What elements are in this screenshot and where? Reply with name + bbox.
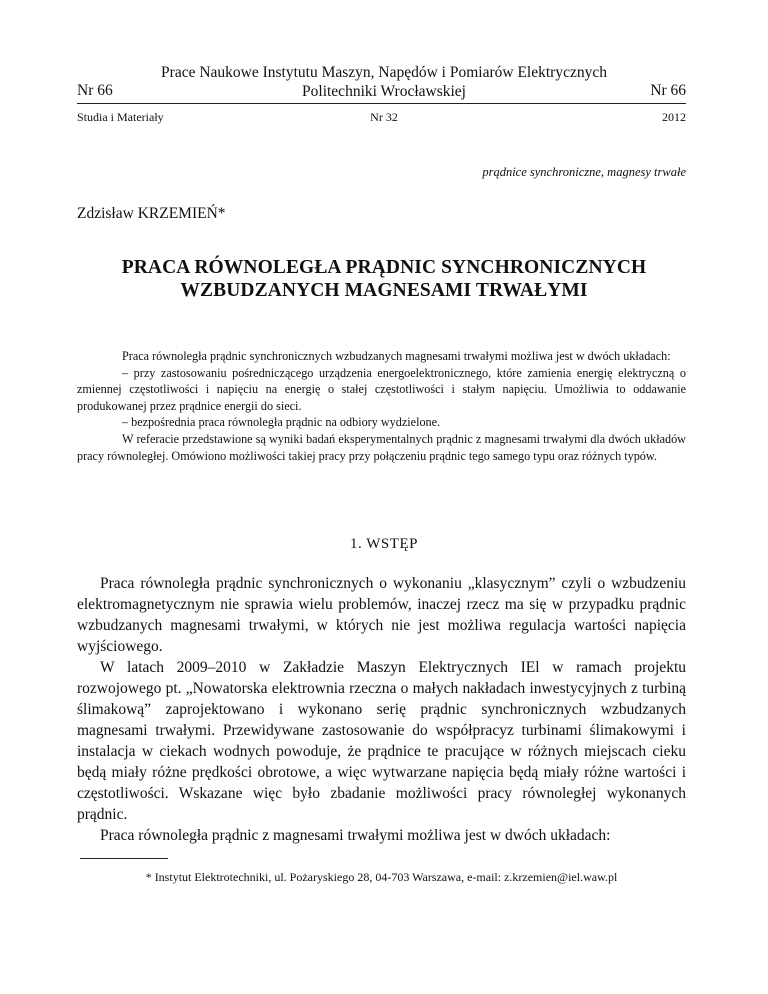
header-rule [77,103,686,104]
paper-title-line2: WZBUDZANYCH MAGNESAMI TRWAŁYMI [180,280,588,301]
footnote-rule [80,858,168,859]
abstract-paragraph: – bezpośrednia praca równoległa prądnic na odbiory wydzielone. [122,415,441,430]
abstract-paragraph: – przy zastosowaniu pośredniczącego urządzenia energoelektronicznego, które zamienia energię elektryczną o zmiennej częstotliwości i napięciu na energię o stałej częstotliwości i stałym napięciu. Umożliwia to oddawanie produkowanej przez prądnice energii do sieci. [77,365,686,413]
section-heading: 1. WSTĘP [350,536,418,552]
paper-title-line1: PRACA RÓWNOLEGŁA PRĄDNIC SYNCHRONICZNYCH [121,257,647,278]
journal-name-line1: Prace Naukowe Instytutu Maszyn, Napędów i Pomiarów Elektrycznych [161,64,607,81]
journal-name-line2: Politechniki Wrocławskiej [302,83,466,100]
footnote: * Instytut Elektrotechniki, ul. Pożaryskiego 28, 04-703 Warszawa, e-mail: z.krzemien@iel.waw.pl [145,870,618,884]
abstract [77,348,686,464]
author: Zdzisław KRZEMIEŃ* [77,205,226,222]
series-number: Nr 32 [370,110,398,124]
year: 2012 [662,110,686,124]
body-text [77,573,686,846]
body-paragraph: Praca równoległa prądnic synchronicznych o wykonaniu „klasycznym” czyli o wzbudzeniu elektromagnetycznym nie sprawia wielu problemów, inaczej rzecz ma się w przypadku prądnic wzbudzanych magnesami trwałymi, w których nie jest możliwa regulacja wartości napięcia wyjściowego. [77,575,686,655]
keywords: prądnice synchroniczne, magnesy trwałe [482,165,686,179]
series-name: Studia i Materiały [77,110,164,124]
issue-number-left: Nr 66 [77,82,113,99]
body-paragraph: W latach 2009–2010 w Zakładzie Maszyn Elektrycznych IEl w ramach projektu rozwojowego pt. „Nowatorska elektrownia rzeczna o małych nakładach inwestycyjnych z turbiną ślimakową” zaprojektowano i wykonano serię prądnic synchronicznych wzbudzanych magnesami trwałymi. Przewidywane zastosowanie do współpracyz turbinami ślimakowymi i instalacja w ciekach wodnych powoduje, że prądnice te pracujące w różnych miejscach cieku będą miały różne prędkości obrotowe, a więc wytwarzane napięcia będą miały różne wartości i częstotliwości. Wskazane więc było zbadanie możliwości pracy równoległej wykonanych prądnic. [77,659,686,823]
issue-number-right: Nr 66 [650,82,686,99]
body-paragraph: Praca równoległa prądnic z magnesami trwałymi możliwa jest w dwóch układach: [100,827,611,844]
abstract-paragraph: Praca równoległa prądnic synchronicznych wzbudzanych magnesami trwałymi możliwa jest w dwóch układach: [122,349,671,363]
abstract-paragraph: W referacie przedstawione są wyniki badań eksperymentalnych prądnic z magnesami trwałymi dla dwóch układów pracy równoległej. Omówiono możliwości takiej pracy przy połączeniu prądnic tego samego typu oraz różnych typów. [77,431,686,463]
